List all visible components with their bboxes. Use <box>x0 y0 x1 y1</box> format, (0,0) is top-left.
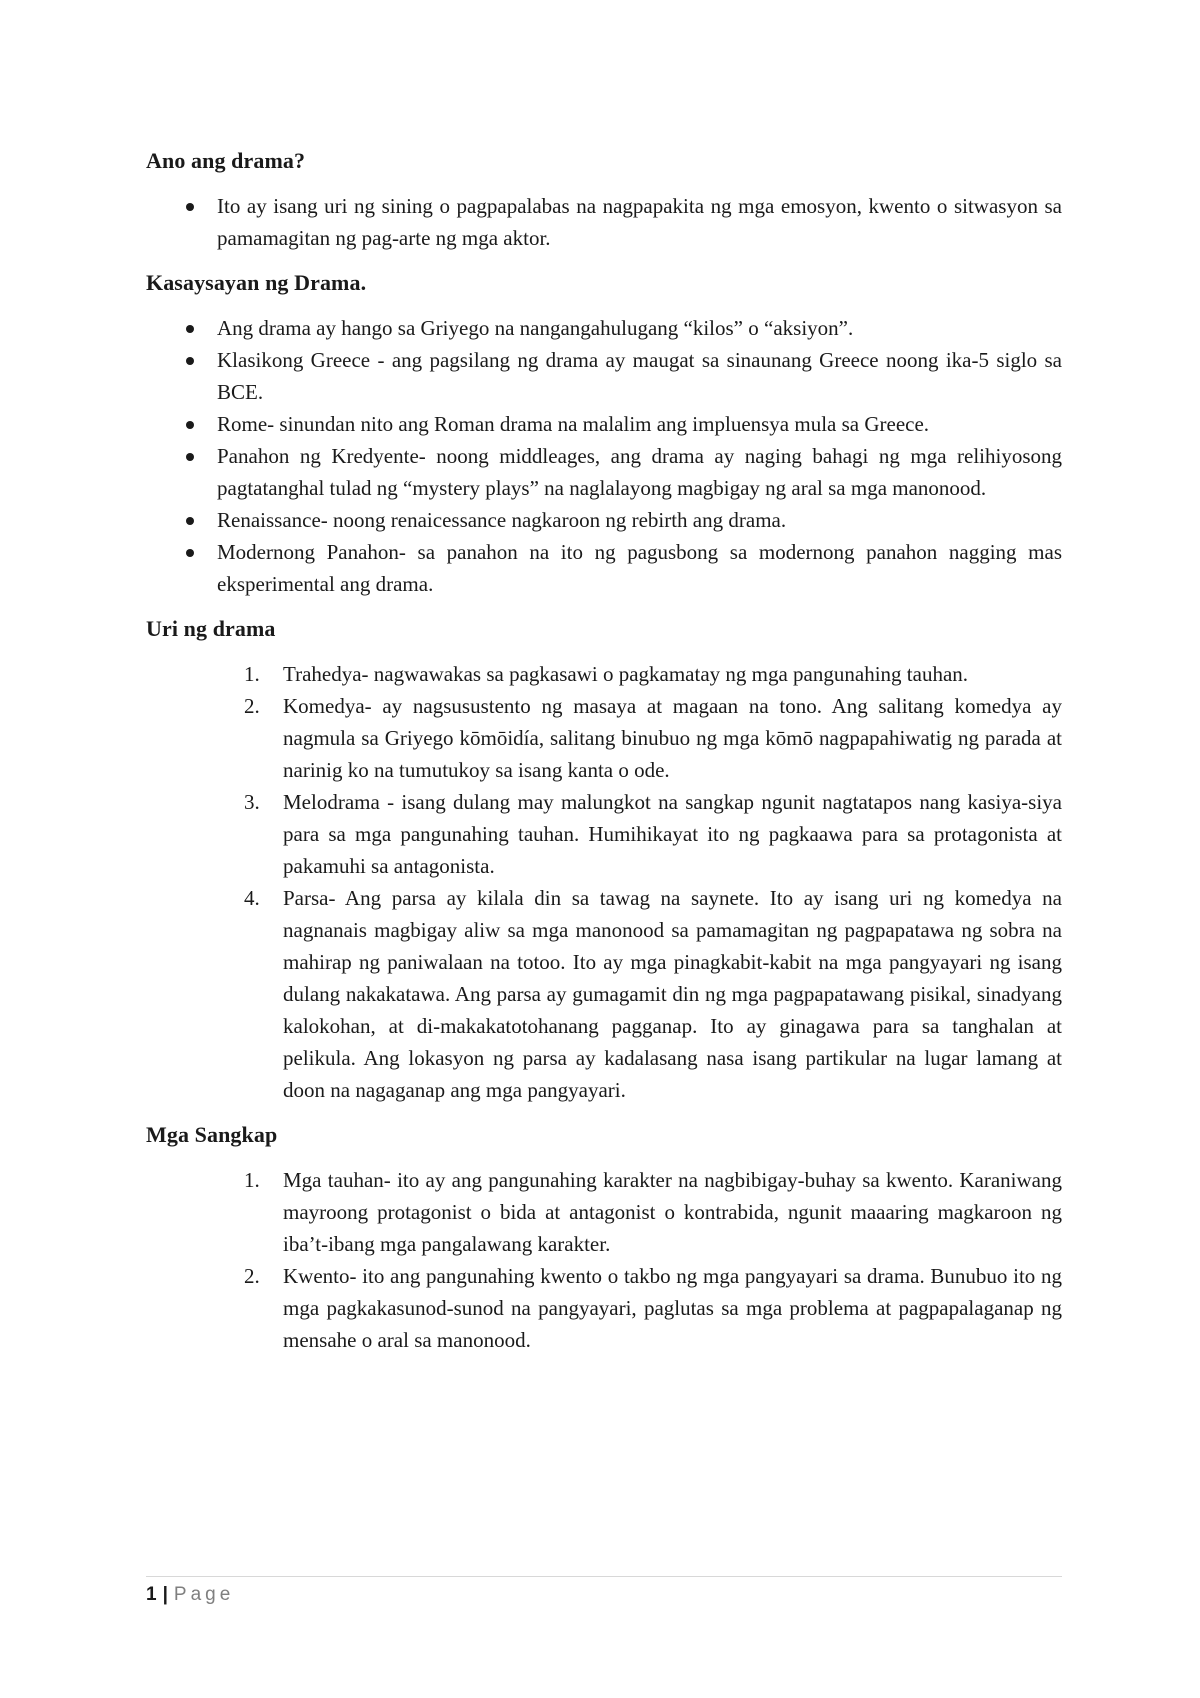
numbered-item <box>146 690 1062 786</box>
section-kasaysayan <box>146 268 1062 600</box>
section-uri-ng-drama <box>146 614 1062 1106</box>
numbered-text: Kwento- ito ang pangunahing kwento o takbo ng mga pangyayari sa drama. Bunubuo ito ng mga pagkakasunod-sunod na pangyayari, paglutas sa mga problema at pagpapalaganap ng mensahe o aral sa manonood. <box>283 1264 1062 1352</box>
list-number: 1. <box>244 662 260 686</box>
footer-divider <box>146 1576 1062 1577</box>
bullet-item <box>146 440 1062 504</box>
bullet-icon <box>186 549 194 557</box>
bullet-item <box>146 536 1062 600</box>
numbered-text: Trahedya- nagwawakas sa pagkasawi o pagkamatay ng mga pangunahing tauhan. <box>283 662 969 686</box>
document-body <box>146 146 1062 1356</box>
list-number: 2. <box>244 694 260 718</box>
bullet-item <box>146 312 1062 344</box>
section-heading: Mga Sangkap <box>146 1122 278 1147</box>
bullet-item <box>146 344 1062 408</box>
bullet-text: Renaissance- noong renaicessance nagkaroon ng rebirth ang drama. <box>217 508 787 532</box>
footer-separator: | <box>162 1584 168 1605</box>
section-heading: Uri ng drama <box>146 616 276 641</box>
page-label: Page <box>173 1584 235 1605</box>
bullet-text: Klasikong Greece - ang pagsilang ng drama ay maugat sa sinaunang Greece noong ika-5 siglo sa BCE. <box>217 348 1062 404</box>
bullet-icon <box>186 517 194 525</box>
numbered-text: Mga tauhan- ito ay ang pangunahing karakter na nagbibigay-buhay sa kwento. Karaniwang mayroong protagonist o bida at antagonist o kontrabida, ngunit maaaring magkaroon ng iba’t-ibang mga pangalawang karakter. <box>283 1168 1062 1256</box>
bullet-text: Ito ay isang uri ng sining o pagpapalabas na nagpapakita ng mga emosyon, kwento o sitwasyon sa pamamagitan ng pag-arte ng mga aktor. <box>217 194 1062 250</box>
list-number: 4. <box>244 886 260 910</box>
list-number: 2. <box>244 1264 260 1288</box>
bullet-item <box>146 504 1062 536</box>
section-mga-sangkap <box>146 1120 1062 1356</box>
numbered-item <box>146 882 1062 1106</box>
bullet-item <box>146 408 1062 440</box>
bullet-item <box>146 190 1062 254</box>
page-footer <box>146 1582 234 1608</box>
numbered-item <box>146 658 1062 690</box>
bullet-icon <box>186 453 194 461</box>
bullet-icon <box>186 421 194 429</box>
numbered-list <box>146 658 1062 1106</box>
section-heading: Ano ang drama? <box>146 148 306 173</box>
numbered-list <box>146 1164 1062 1356</box>
numbered-text: Komedya- ay nagsusustento ng masaya at magaan na tono. Ang salitang komedya ay nagmula sa Griyego kōmōidía, salitang binubuo ng mga kōmō nagpapahiwatig ng parada at narinig ko na tumutukoy sa isang kanta o ode. <box>283 694 1062 782</box>
bullet-icon <box>186 325 194 333</box>
section-ano-ang-drama <box>146 146 1062 254</box>
numbered-text: Parsa- Ang parsa ay kilala din sa tawag na saynete. Ito ay isang uri ng komedya na nagnanais magbigay aliw sa mga manonood sa pamamagitan ng pagpapatawa ng sobra na mahirap ng paniwalaan na totoo. Ito ay mga pinagkabit-kabit na mga pangyayari ng isang dulang nakakatawa. Ang parsa ay gumagamit din ng mga pagpapatawang pisikal, sinadyang kalokohan, at di-makakatotohanang pagganap. Ito ay ginagawa para sa tanghalan at pelikula. Ang lokasyon ng parsa ay kadalasang nasa isang partikular na lugar lamang at doon na nagaganap ang mga pangyayari. <box>283 886 1062 1102</box>
bullet-icon <box>186 203 194 211</box>
list-number: 3. <box>244 790 260 814</box>
bullet-text: Rome- sinundan nito ang Roman drama na malalim ang impluensya mula sa Greece. <box>217 412 930 436</box>
section-heading: Kasaysayan ng Drama. <box>146 270 367 295</box>
list-number: 1. <box>244 1168 260 1192</box>
numbered-item <box>146 1164 1062 1260</box>
numbered-text: Melodrama - isang dulang may malungkot na sangkap ngunit nagtatapos nang kasiya-siya para sa mga pangunahing tauhan. Humihikayat ito ng pagkaawa para sa protagonista at pakamuhi sa antagonista. <box>283 790 1062 878</box>
numbered-item <box>146 1260 1062 1356</box>
bullet-list <box>146 190 1062 254</box>
bullet-text: Ang drama ay hango sa Griyego na nangangahulugang “kilos” o “aksiyon”. <box>217 316 854 340</box>
numbered-item <box>146 786 1062 882</box>
bullet-text: Modernong Panahon- sa panahon na ito ng pagusbong sa modernong panahon nagging mas eksperimental ang drama. <box>217 540 1062 596</box>
page-number: 1 <box>146 1584 157 1605</box>
bullet-icon <box>186 357 194 365</box>
bullet-list <box>146 312 1062 600</box>
bullet-text: Panahon ng Kredyente- noong middleages, ang drama ay naging bahagi ng mga relihiyosong pagtatanghal tulad ng “mystery plays” na naglalayong magbigay ng aral sa mga manonood. <box>217 444 1062 500</box>
